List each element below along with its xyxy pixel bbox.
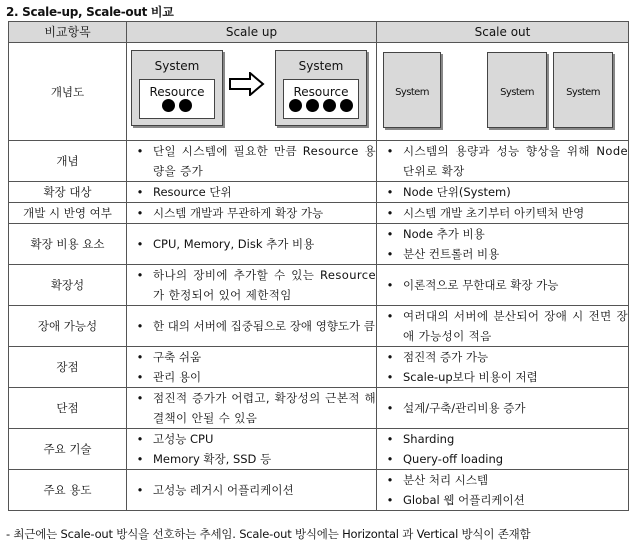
list-item [377, 470, 628, 490]
scale-out-cell [377, 224, 629, 265]
scale-up-cell [127, 141, 377, 182]
list-item [127, 388, 376, 428]
table-row [9, 182, 629, 203]
table-row [9, 224, 629, 265]
scale-out-cell [377, 306, 629, 347]
list-item-text: 분산 컨트롤러 비용 [403, 247, 500, 261]
list-item-text: 단일 시스템에 필요한 만큼 Resource 용량을 증가 [153, 144, 376, 178]
list-item-text: 여러대의 서버에 분산되어 장애 시 전면 장애 가능성이 적음 [403, 309, 628, 343]
row-label: 장애 가능성 [9, 306, 127, 347]
list-item-text: 점진적 증가가 어렵고, 확장성의 근본적 해결책이 안될 수 있음 [153, 391, 376, 425]
resource-dots [140, 99, 214, 112]
list-item-text: 하나의 장비에 추가할 수 있는 Resource가 한정되어 있어 제한적임 [153, 268, 376, 302]
list-item [377, 449, 628, 469]
system-node-box [383, 52, 441, 128]
row-label: 개념도 [9, 43, 127, 141]
resource-dot [289, 99, 302, 112]
table-row [9, 429, 629, 470]
bullet-icon: • [386, 370, 394, 384]
bullet-icon: • [386, 401, 394, 415]
list-item [377, 275, 628, 295]
resource-label: Resource [149, 84, 205, 99]
list-item-text: Memory 확장, SSD 등 [153, 452, 272, 466]
scale-up-cell [127, 470, 377, 511]
list-item-text: 고성능 CPU [153, 432, 214, 446]
bullet-icon: • [136, 391, 144, 405]
scale-up-cell [127, 347, 377, 388]
resource-dot [162, 99, 175, 112]
list-item [377, 244, 628, 264]
bullet-icon: • [386, 206, 394, 220]
bullet-icon: • [136, 206, 144, 220]
bullet-icon: • [386, 278, 394, 292]
bullet-icon: • [136, 350, 144, 364]
list-item [127, 449, 376, 469]
row-label: 개념 [9, 141, 127, 182]
list-item-text: 설계/구축/관리비용 증가 [403, 401, 526, 415]
bullet-icon: • [136, 268, 144, 282]
row-label: 확장성 [9, 265, 127, 306]
bullet-icon: • [136, 144, 144, 158]
list-item-text: CPU, Memory, Disk 추가 비용 [153, 237, 315, 251]
list-item [127, 367, 376, 387]
system-box-after [275, 50, 367, 126]
bullet-icon: • [386, 185, 394, 199]
list-item [377, 203, 628, 223]
list-item-text: Sharding [403, 432, 455, 446]
list-item [127, 265, 376, 305]
list-item [127, 316, 376, 336]
table-row [9, 203, 629, 224]
list-item [127, 480, 376, 500]
scale-up-cell [127, 203, 377, 224]
bullet-icon: • [136, 370, 144, 384]
row-label: 확장 비용 요소 [9, 224, 127, 265]
scale-out-cell [377, 182, 629, 203]
list-item [377, 367, 628, 387]
list-item [127, 234, 376, 254]
comparison-table [8, 21, 629, 511]
scale-out-diagram [377, 43, 629, 141]
bullet-icon: • [386, 493, 394, 507]
resource-box [139, 79, 215, 119]
list-item [377, 347, 628, 367]
resource-label: Resource [293, 84, 349, 99]
diagram-row [9, 43, 629, 141]
list-item [377, 306, 628, 346]
list-item [377, 182, 628, 202]
list-item-text: 분산 처리 시스템 [403, 473, 489, 487]
list-item-text: 구축 쉬움 [153, 350, 202, 364]
list-item [377, 141, 628, 181]
list-item-text: Node 단위(System) [403, 185, 511, 199]
list-item [377, 490, 628, 510]
bullet-icon: • [386, 309, 394, 323]
bullet-icon: • [386, 473, 394, 487]
list-item [377, 224, 628, 244]
scale-up-cell [127, 388, 377, 429]
system-box-before [131, 50, 223, 126]
list-item [127, 429, 376, 449]
bullet-icon: • [136, 452, 144, 466]
scale-out-cell [377, 429, 629, 470]
list-item [377, 398, 628, 418]
list-item-text: Query-off loading [403, 452, 504, 466]
bullet-icon: • [386, 432, 394, 446]
bullet-icon: • [136, 319, 144, 333]
scale-out-cell [377, 388, 629, 429]
scale-out-cell [377, 470, 629, 511]
list-item-text: 시스템 개발 초기부터 아키텍처 반영 [403, 206, 585, 220]
list-item-text: Resource 단위 [153, 185, 232, 199]
table-header-row [9, 22, 629, 43]
list-item [127, 182, 376, 202]
resource-dot [179, 99, 192, 112]
table-row [9, 470, 629, 511]
scale-up-cell [127, 182, 377, 203]
table-row [9, 141, 629, 182]
row-label: 확장 대상 [9, 182, 127, 203]
list-item-text: Scale-up보다 비용이 저렴 [403, 370, 538, 384]
scale-out-cell [377, 203, 629, 224]
scale-up-cell [127, 306, 377, 347]
resource-dots [284, 99, 358, 112]
list-item-text: 고성능 레거시 어플리케이션 [153, 483, 294, 497]
bullet-icon: • [136, 237, 144, 251]
scale-out-cell [377, 347, 629, 388]
scale-up-cell [127, 265, 377, 306]
table-row [9, 265, 629, 306]
system-node-box [487, 52, 547, 128]
scale-up-cell [127, 429, 377, 470]
resource-dot [323, 99, 336, 112]
footnote: - 최근에는 Scale-out 방식을 선호하는 추세임. Scale-out 방식에는 Horizontal 과 Vertical 방식이 존재함 [6, 527, 531, 541]
resource-box [283, 79, 359, 119]
list-item-text: Node 추가 비용 [403, 227, 485, 241]
row-label: 개발 시 반영 여부 [9, 203, 127, 224]
table-row [9, 306, 629, 347]
list-item [127, 347, 376, 367]
section-heading: 2. Scale-up, Scale-out 비교 [6, 5, 174, 19]
list-item [127, 203, 376, 223]
right-arrow-icon [229, 72, 265, 96]
bullet-icon: • [386, 452, 394, 466]
system-label: System [298, 58, 344, 73]
scale-up-diagram [127, 43, 377, 141]
resource-dot [306, 99, 319, 112]
bullet-icon: • [386, 247, 394, 261]
header-scale-out: Scale out [377, 22, 629, 43]
list-item-text: 이론적으로 무한대로 확장 가능 [403, 278, 559, 292]
header-item: 비교항목 [9, 22, 127, 43]
scale-up-cell [127, 224, 377, 265]
list-item-text: 한 대의 서버에 집중됨으로 장애 영향도가 큼 [153, 319, 375, 333]
system-node-box [553, 52, 613, 128]
list-item-text: Global 웹 어플리케이션 [403, 493, 525, 507]
row-label: 주요 용도 [9, 470, 127, 511]
list-item-text: 관리 용이 [153, 370, 202, 384]
resource-dot [340, 99, 353, 112]
scale-out-cell [377, 265, 629, 306]
table-row [9, 347, 629, 388]
table-row [9, 388, 629, 429]
bullet-icon: • [136, 483, 144, 497]
list-item-text: 시스템 개발과 무관하게 확장 가능 [153, 206, 324, 220]
header-scale-up: Scale up [127, 22, 377, 43]
row-label: 장점 [9, 347, 127, 388]
list-item-text: 시스템의 용량과 성능 향상을 위해 Node 단위로 확장 [403, 144, 628, 178]
list-item [377, 429, 628, 449]
bullet-icon: • [386, 227, 394, 241]
system-label: System [154, 58, 200, 73]
system-node-label: System [500, 86, 534, 98]
bullet-icon: • [386, 144, 394, 158]
bullet-icon: • [136, 185, 144, 199]
row-label: 단점 [9, 388, 127, 429]
bullet-icon: • [136, 432, 144, 446]
system-node-label: System [395, 86, 429, 98]
list-item [127, 141, 376, 181]
list-item-text: 점진적 증가 가능 [403, 350, 489, 364]
scale-out-cell [377, 141, 629, 182]
row-label: 주요 기술 [9, 429, 127, 470]
system-node-label: System [566, 86, 600, 98]
bullet-icon: • [386, 350, 394, 364]
